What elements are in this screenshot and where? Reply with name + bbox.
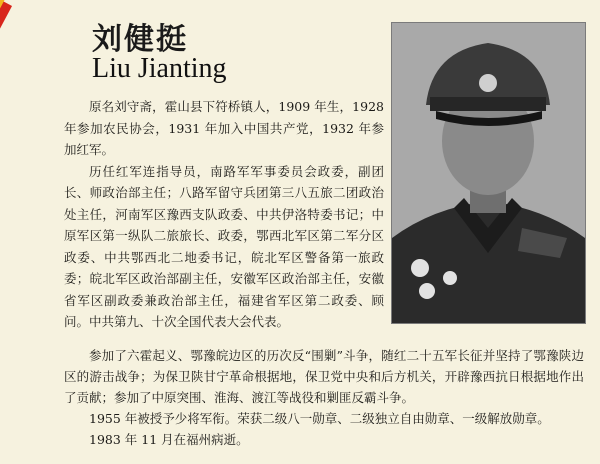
bio-paragraph-5: 1983 年 11 月在福州病逝。 <box>89 432 249 447</box>
corner-accent-red <box>0 0 12 112</box>
portrait-photo <box>391 22 586 324</box>
bio-column <box>64 96 384 333</box>
name-chinese: 刘健挺 <box>92 22 188 57</box>
name-english: Liu Jianting <box>92 53 227 84</box>
bio-paragraph-1: 原名刘守斋，霍山县下符桥镇人，1909 年生，1928 年参加农民协会，1931 年加入中国共产党，1932 年参加红军。 <box>64 99 384 157</box>
bio-wide <box>64 345 584 450</box>
bio-paragraph-4: 1955 年被授予少将军衔。荣获二级八一勋章、二级独立自由勋章、一级解放勋章。 <box>89 411 550 426</box>
bio-paragraph-3: 参加了六霍起义、鄂豫皖边区的历次反“围剿”斗争，随红二十五军长征并坚持了鄂豫陕边区的游击战争；为保卫陕甘宁革命根据地，保卫党中央和后方机关，开辟豫西抗日根据地作出了贡献；参加了中原突围、淮海、渡江等战役和剿匪反霸斗争。 <box>64 348 584 405</box>
bio-paragraph-2: 历任红军连指导员，南路军军事委员会政委，副团长、师政治部主任；八路军留守兵团第三八五旅二团政治处主任，河南军区豫西支队政委、中共伊洛特委书记；中原军区第一纵队二旅旅长、政委，鄂西北军区第二军分区政委、中共鄂西北二地委书记，皖北军区警备第一旅政委；皖北军区政治部副主任，安徽军区政治部主任，安徽省军区副政委兼政治部主任，福建省军区第二政委、顾问。中共第九、十次全国代表大会代表。 <box>64 163 384 329</box>
